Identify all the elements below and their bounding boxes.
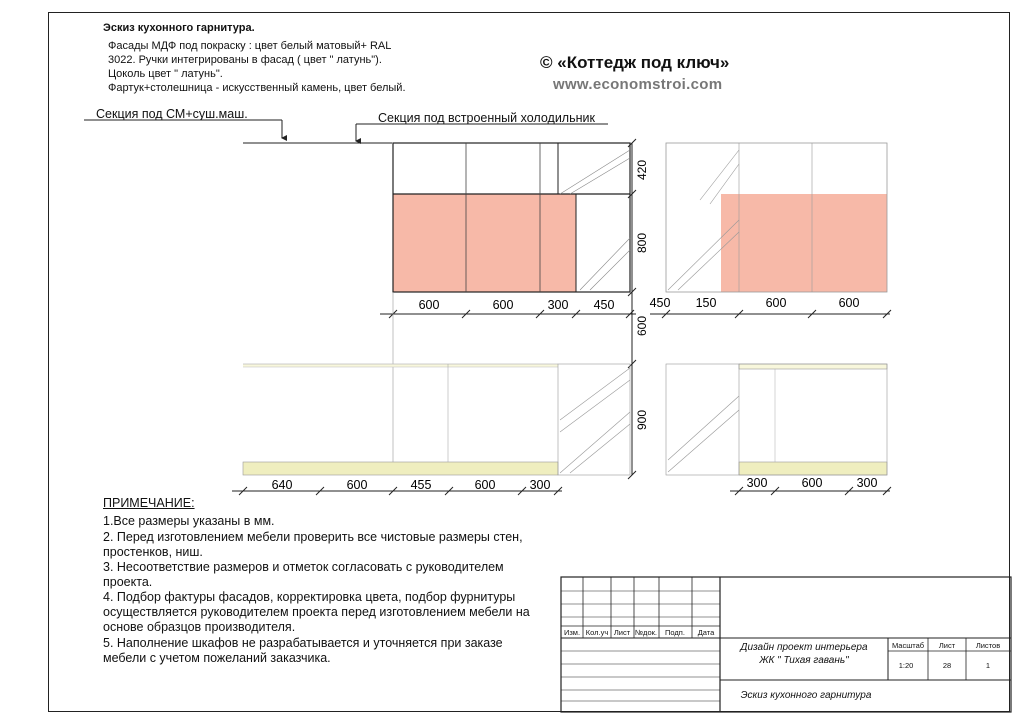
spec-line: Фартук+столешница - искусственный камень, цвет белый. <box>108 82 406 94</box>
dim-base-front-w1: 640 <box>271 478 293 492</box>
tb-scale-label: Масштаб <box>891 641 925 650</box>
tb-col-list: Лист <box>613 628 631 637</box>
tb-scale-value: 1:20 <box>898 661 914 670</box>
dim-upper-front-w4: 450 <box>593 298 615 312</box>
dim-upper-front-w3: 300 <box>547 298 569 312</box>
countertop-fill <box>739 364 887 369</box>
section-label-fridge: Секция под встроенный холодильник <box>378 111 595 125</box>
spec-line: Цоколь цвет " латунь". <box>108 68 223 80</box>
copyright-brand: © «Коттедж под ключ» <box>540 53 730 72</box>
notes-heading: ПРИМЕЧАНИЕ: <box>103 496 195 510</box>
tb-project-line1: Дизайн проект интерьера <box>740 642 868 653</box>
dim-base-front-w5: 300 <box>529 478 551 492</box>
tb-sheets-value: 1 <box>985 661 991 670</box>
dim-base-side-w1: 300 <box>746 476 768 490</box>
dim-upper-front-w2: 600 <box>492 298 514 312</box>
tb-sheets-label: Листов <box>975 641 1001 650</box>
dim-upper-front-w1: 600 <box>418 298 440 312</box>
section-label-washer-dryer: Секция под СМ+суш.маш. <box>96 107 248 121</box>
drawing-title: Эскиз кухонного гарнитура. <box>103 22 255 34</box>
note-line: 1.Все размеры указаны в мм. <box>103 514 275 528</box>
tb-col-data: Дата <box>697 628 715 637</box>
dim-base-front-w4: 600 <box>474 478 496 492</box>
tb-sheet-label: Лист <box>938 641 956 650</box>
dim-gap-height: 600 <box>635 315 649 337</box>
note-line: осуществляется руководителем проекта перед изготовлением мебели на <box>103 605 530 619</box>
dim-upper-main-height: 800 <box>635 232 649 254</box>
spec-line: 3022. Ручки интегрированы в фасад ( цвет " латунь"). <box>108 54 382 66</box>
dim-upper-side-w4: 600 <box>838 296 860 310</box>
dim-base-side-w2: 600 <box>801 476 823 490</box>
tb-col-podp: Подп. <box>665 628 685 637</box>
tb-sheet-value: 28 <box>942 661 952 670</box>
base-cabinets-front <box>243 364 630 475</box>
dim-upper-side-w2: 150 <box>695 296 717 310</box>
upper-cabinets-front <box>393 143 630 292</box>
note-line: простенков, ниш. <box>103 545 203 559</box>
dim-upper-side-w1: 450 <box>649 296 671 310</box>
note-line: мебели с учетом пожеланий заказчика. <box>103 651 331 665</box>
website-url: www.economstroi.com <box>553 76 723 93</box>
dim-upper-top-height: 420 <box>635 159 649 181</box>
tb-project-line2: ЖК " Тихая гавань" <box>759 655 849 666</box>
note-line: 3. Несоответствие размеров и отметок согласовать с руководителем <box>103 560 504 574</box>
tb-col-koluch: Кол.уч <box>585 628 609 637</box>
tb-drawing-name: Эскиз кухонного гарнитура <box>740 690 872 701</box>
base-cabinets-side <box>666 364 887 475</box>
dim-base-front-w2: 600 <box>346 478 368 492</box>
note-line: 2. Перед изготовлением мебели проверить все чистовые размеры стен, <box>103 530 523 544</box>
dim-base-front-w3: 455 <box>410 478 432 492</box>
tb-col-izm: Изм. <box>563 628 581 637</box>
tb-col-ndok: №док. <box>635 628 657 637</box>
upper-cabinets-side <box>666 143 887 292</box>
section-leaders <box>84 120 608 143</box>
dim-upper-side-w3: 600 <box>765 296 787 310</box>
note-line: проекта. <box>103 575 153 589</box>
countertop-fill <box>243 364 558 367</box>
note-line: основе образцов производителя. <box>103 620 296 634</box>
dim-base-side-w3: 300 <box>856 476 878 490</box>
plinth-fill <box>739 462 887 475</box>
facade-fill <box>393 194 576 292</box>
note-line: 5. Наполнение шкафов не разрабатывается и уточняется при заказе <box>103 636 503 650</box>
note-line: 4. Подбор фактуры фасадов, корректировка цвета, подбор фурнитуры <box>103 590 516 604</box>
dim-base-height: 900 <box>635 409 649 431</box>
plinth-fill <box>243 462 558 475</box>
spec-line: Фасады МДФ под покраску : цвет белый матовый+ RAL <box>108 40 392 52</box>
facade-fill <box>721 194 887 292</box>
